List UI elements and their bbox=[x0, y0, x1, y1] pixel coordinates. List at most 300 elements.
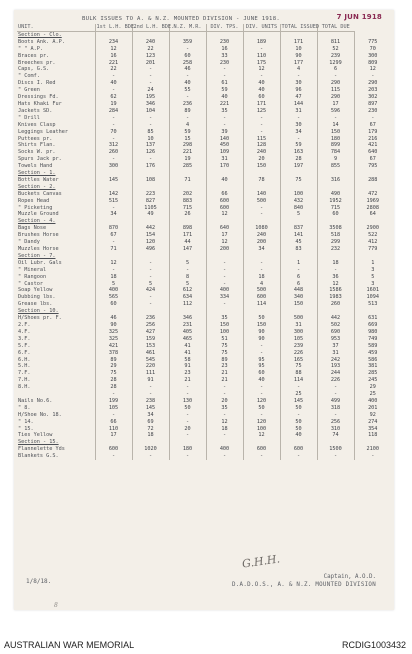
table-cell: 89 bbox=[169, 108, 206, 115]
table-cell: 154 bbox=[132, 232, 169, 239]
table-cell: 15 bbox=[169, 136, 206, 143]
table-cell: 40 bbox=[243, 87, 280, 94]
table-cell: 50 bbox=[243, 315, 280, 322]
table-cell: 432 bbox=[280, 198, 317, 205]
table-cell: 461 bbox=[132, 350, 169, 357]
table-cell: 325 bbox=[95, 329, 132, 336]
table-cell bbox=[206, 439, 243, 446]
table-cell bbox=[243, 253, 280, 260]
table-cell: 898 bbox=[169, 225, 206, 232]
table-cell: 60 bbox=[95, 301, 132, 308]
row-label: " Dandy bbox=[18, 239, 40, 246]
row-label: Puttees pr. bbox=[18, 135, 53, 142]
table-cell: 19 bbox=[169, 156, 206, 163]
table-cell: 90 bbox=[243, 329, 280, 336]
table-row bbox=[17, 156, 391, 163]
row-label: Brushes Horse bbox=[18, 232, 59, 239]
table-cell: 47 bbox=[280, 94, 317, 101]
table-cell: - bbox=[317, 412, 354, 419]
table-cell: - bbox=[169, 432, 206, 439]
table-row bbox=[17, 101, 391, 108]
table-cell: 197 bbox=[280, 163, 317, 170]
table-cell: - bbox=[95, 239, 132, 246]
table-cell: 1983 bbox=[317, 294, 354, 301]
table-cell: 421 bbox=[354, 142, 391, 149]
table-cell: 111 bbox=[132, 370, 169, 377]
table-cell: - bbox=[243, 46, 280, 53]
table-cell: 110 bbox=[243, 53, 280, 60]
column-header: DIV. TPS. bbox=[206, 24, 243, 31]
table-cell bbox=[317, 218, 354, 225]
row-label: Caps, G.S. bbox=[18, 66, 50, 73]
table-cell: - bbox=[95, 412, 132, 419]
table-cell: 221 bbox=[206, 101, 243, 108]
table-cell: 17 bbox=[206, 232, 243, 239]
table-cell: - bbox=[95, 87, 132, 94]
row-label: " Rangoon bbox=[18, 273, 47, 280]
table-cell: - bbox=[132, 294, 169, 301]
table-cell: 50 bbox=[243, 405, 280, 412]
table-cell: 450 bbox=[206, 142, 243, 149]
table-cell: - bbox=[206, 122, 243, 129]
row-label: Spurs Jack pr. bbox=[18, 156, 62, 163]
table-cell: 58 bbox=[169, 357, 206, 364]
table-cell bbox=[243, 184, 280, 191]
row-label: 7.F. bbox=[18, 370, 31, 377]
table-cell: 89 bbox=[206, 357, 243, 364]
table-cell: 518 bbox=[317, 232, 354, 239]
table-cell: 600 bbox=[243, 446, 280, 453]
table-cell bbox=[169, 308, 206, 315]
table-cell bbox=[169, 184, 206, 191]
table-cell: 21 bbox=[206, 377, 243, 384]
table-cell: 221 bbox=[169, 149, 206, 156]
table-cell: 240 bbox=[243, 149, 280, 156]
table-cell: 260 bbox=[317, 301, 354, 308]
table-cell: 400 bbox=[206, 287, 243, 294]
table-row bbox=[17, 73, 391, 80]
table-cell: 34 bbox=[243, 246, 280, 253]
table-cell: 90 bbox=[243, 336, 280, 343]
table-cell: 90 bbox=[95, 322, 132, 329]
table-cell: 359 bbox=[169, 39, 206, 46]
table-row bbox=[17, 412, 391, 419]
table-cell: 640 bbox=[206, 225, 243, 232]
table-cell: - bbox=[280, 136, 317, 143]
table-cell: 50 bbox=[280, 419, 317, 426]
table-cell: 245 bbox=[354, 377, 391, 384]
table-cell bbox=[132, 184, 169, 191]
table-cell: - bbox=[169, 412, 206, 419]
table-cell: 2100 bbox=[354, 446, 391, 453]
table-cell bbox=[243, 170, 280, 177]
table-cell: 226 bbox=[280, 350, 317, 357]
table-cell: 92 bbox=[354, 412, 391, 419]
table-cell: - bbox=[206, 384, 243, 391]
table-cell: - bbox=[132, 301, 169, 308]
column-header: N.Z. M.R. bbox=[169, 24, 206, 31]
row-label: 4.F. bbox=[18, 328, 31, 335]
table-cell: 200 bbox=[206, 246, 243, 253]
table-cell: 502 bbox=[317, 322, 354, 329]
table-cell: 715 bbox=[317, 205, 354, 212]
table-cell: - bbox=[243, 73, 280, 80]
table-cell: 18 bbox=[317, 260, 354, 267]
table-cell: 6 bbox=[280, 274, 317, 281]
table-cell: - bbox=[169, 384, 206, 391]
table-cell: 45 bbox=[280, 239, 317, 246]
table-cell: 496 bbox=[132, 246, 169, 253]
table-cell: - bbox=[354, 115, 391, 122]
row-label: Dressings Fd. bbox=[18, 94, 59, 101]
table-cell bbox=[206, 308, 243, 315]
table-cell: - bbox=[95, 205, 132, 212]
table-cell: 108 bbox=[132, 177, 169, 184]
table-cell: 71 bbox=[95, 246, 132, 253]
column-header: 2nd L.H. BDE. bbox=[133, 24, 175, 30]
table-cell bbox=[206, 170, 243, 177]
table-cell: 120 bbox=[132, 239, 169, 246]
table-cell: 96 bbox=[280, 87, 317, 94]
table-cell bbox=[95, 184, 132, 191]
row-label: " " A.P. bbox=[18, 45, 43, 52]
table-cell: 128 bbox=[243, 142, 280, 149]
table-cell: - bbox=[206, 267, 243, 274]
table-cell: 72 bbox=[132, 426, 169, 433]
table-cell: - bbox=[243, 260, 280, 267]
row-label: Section - 15. bbox=[18, 439, 59, 446]
table-cell: - bbox=[169, 115, 206, 122]
table-cell: 85 bbox=[132, 129, 169, 136]
table-cell: 354 bbox=[354, 426, 391, 433]
table-cell: 232 bbox=[317, 246, 354, 253]
table-cell: 346 bbox=[169, 315, 206, 322]
table-cell: - bbox=[95, 453, 132, 460]
table-cell: 513 bbox=[354, 301, 391, 308]
row-label: Muzzle Ground bbox=[18, 211, 59, 218]
table-cell: 883 bbox=[169, 198, 206, 205]
table-cell: 12 bbox=[206, 211, 243, 218]
row-label: Blankets G.S. bbox=[18, 453, 59, 460]
table-cell: 44 bbox=[169, 239, 206, 246]
table-cell: 62 bbox=[95, 94, 132, 101]
row-label: Ropes Head bbox=[18, 197, 50, 204]
table-cell: 145 bbox=[132, 405, 169, 412]
table-cell: 274 bbox=[354, 419, 391, 426]
table-cell: 28 bbox=[95, 377, 132, 384]
table-cell: 240 bbox=[132, 39, 169, 46]
table-cell: 586 bbox=[354, 357, 391, 364]
table-cell: 20 bbox=[206, 398, 243, 405]
table-cell: 110 bbox=[95, 426, 132, 433]
table-cell: 120 bbox=[243, 398, 280, 405]
table-cell: 64 bbox=[354, 211, 391, 218]
table-cell: - bbox=[132, 122, 169, 129]
table-cell: 91 bbox=[169, 363, 206, 370]
table-row bbox=[17, 225, 391, 232]
table-cell: 59 bbox=[206, 87, 243, 94]
table-cell: 150 bbox=[317, 129, 354, 136]
table-cell: 234 bbox=[95, 39, 132, 46]
table-cell: 19 bbox=[95, 101, 132, 108]
table-cell bbox=[243, 31, 280, 38]
table-cell: 1094 bbox=[354, 294, 391, 301]
table-cell: 203 bbox=[354, 87, 391, 94]
table-cell: - bbox=[280, 453, 317, 460]
table-row bbox=[17, 287, 391, 294]
table-cell: 25 bbox=[280, 391, 317, 398]
row-label: Braces pr. bbox=[18, 52, 50, 59]
table-row bbox=[17, 336, 391, 343]
table-cell: 288 bbox=[354, 177, 391, 184]
table-cell: - bbox=[206, 391, 243, 398]
column-header: TOTAL ISSUED bbox=[281, 24, 319, 30]
table-cell: 29 bbox=[354, 384, 391, 391]
table-cell bbox=[169, 218, 206, 225]
table-cell bbox=[280, 170, 317, 177]
table-cell: 299 bbox=[317, 239, 354, 246]
table-row bbox=[17, 31, 391, 38]
signature: G.H.H. bbox=[241, 552, 281, 571]
table-cell: 23 bbox=[206, 363, 243, 370]
table-cell bbox=[132, 253, 169, 260]
table-row bbox=[17, 315, 391, 322]
table-cell: 31 bbox=[317, 350, 354, 357]
table-cell: 150 bbox=[280, 301, 317, 308]
table-cell: 6 bbox=[317, 66, 354, 73]
table-cell: 137 bbox=[132, 142, 169, 149]
table-cell: 67 bbox=[95, 232, 132, 239]
table-cell: 600 bbox=[206, 205, 243, 212]
row-label: Section - 2. bbox=[18, 183, 56, 190]
table-cell: - bbox=[280, 115, 317, 122]
table-cell: 230 bbox=[206, 39, 243, 46]
table-cell: 310 bbox=[317, 426, 354, 433]
table-cell: 130 bbox=[169, 398, 206, 405]
table-cell: 39 bbox=[206, 129, 243, 136]
table-cell: 10 bbox=[280, 46, 317, 53]
table-cell: 189 bbox=[243, 39, 280, 46]
table-cell: 870 bbox=[95, 225, 132, 232]
table-cell: 35 bbox=[206, 315, 243, 322]
table-cell: - bbox=[132, 115, 169, 122]
table-cell: 51 bbox=[206, 336, 243, 343]
table-cell: 840 bbox=[280, 205, 317, 212]
table-cell: - bbox=[206, 432, 243, 439]
table-row bbox=[17, 211, 391, 218]
table-cell: 114 bbox=[243, 301, 280, 308]
table-cell: 49 bbox=[132, 211, 169, 218]
table-cell: 30 bbox=[280, 122, 317, 129]
table-cell: - bbox=[206, 274, 243, 281]
table-cell: 1601 bbox=[354, 287, 391, 294]
table-cell: - bbox=[206, 66, 243, 73]
table-row bbox=[17, 419, 391, 426]
row-label: 6.F. bbox=[18, 349, 31, 356]
table-cell: 100 bbox=[280, 191, 317, 198]
table-cell: - bbox=[132, 391, 169, 398]
table-cell: 400 bbox=[206, 446, 243, 453]
row-label bbox=[17, 391, 95, 398]
table-cell: 412 bbox=[354, 239, 391, 246]
table-row bbox=[17, 308, 391, 315]
table-cell bbox=[354, 184, 391, 191]
table-cell: - bbox=[280, 73, 317, 80]
table-cell: 59 bbox=[169, 129, 206, 136]
table-cell: 490 bbox=[317, 191, 354, 198]
table-row bbox=[17, 232, 391, 239]
table-cell: 78 bbox=[243, 177, 280, 184]
table-cell: 775 bbox=[354, 39, 391, 46]
table-cell: - bbox=[243, 412, 280, 419]
row-label: 5.H. bbox=[18, 363, 31, 370]
table-cell: 30 bbox=[280, 80, 317, 87]
table-cell bbox=[95, 218, 132, 225]
table-cell: 381 bbox=[354, 363, 391, 370]
table-cell: 31 bbox=[206, 156, 243, 163]
row-label: 6.H. bbox=[18, 356, 31, 363]
table-cell: 120 bbox=[243, 419, 280, 426]
table-cell: 400 bbox=[95, 287, 132, 294]
table-cell: - bbox=[132, 156, 169, 163]
table-cell: - bbox=[206, 281, 243, 288]
table-cell: 46 bbox=[169, 66, 206, 73]
table-cell: 12 bbox=[243, 66, 280, 73]
table-cell bbox=[206, 218, 243, 225]
row-label: Oil Lubr. Gals bbox=[18, 259, 62, 266]
table-cell: 1586 bbox=[317, 287, 354, 294]
table-cell: 12 bbox=[95, 260, 132, 267]
table-cell: - bbox=[280, 267, 317, 274]
table-cell: 28 bbox=[280, 156, 317, 163]
table-cell: 89 bbox=[95, 357, 132, 364]
table-cell: 60 bbox=[317, 211, 354, 218]
table-cell: 34 bbox=[132, 412, 169, 419]
table-cell: 31 bbox=[280, 322, 317, 329]
table-cell: 40 bbox=[206, 177, 243, 184]
table-cell bbox=[132, 170, 169, 177]
table-row bbox=[17, 191, 391, 198]
table-cell: 115 bbox=[317, 87, 354, 94]
table-cell: 236 bbox=[169, 101, 206, 108]
table-cell: 749 bbox=[354, 336, 391, 343]
table-cell: - bbox=[243, 205, 280, 212]
table-cell: 105 bbox=[95, 405, 132, 412]
table-cell bbox=[280, 439, 317, 446]
table-cell: 1080 bbox=[243, 225, 280, 232]
table-cell: 22 bbox=[95, 66, 132, 73]
table-cell: 140 bbox=[243, 191, 280, 198]
date-stamp: 7 JUN 1918 bbox=[336, 13, 382, 21]
table-cell: 1299 bbox=[317, 60, 354, 67]
table-cell: 897 bbox=[354, 101, 391, 108]
table-cell: 1105 bbox=[132, 205, 169, 212]
row-label: Discs I. Red bbox=[18, 80, 56, 87]
row-label: H/Shoes pr. F. bbox=[18, 315, 62, 322]
table-cell: 118 bbox=[354, 432, 391, 439]
archive-reference: RCDIG1003432 bbox=[341, 640, 406, 650]
table-cell: 631 bbox=[354, 315, 391, 322]
table-cell bbox=[317, 184, 354, 191]
table-cell: 195 bbox=[132, 94, 169, 101]
table-row bbox=[17, 446, 391, 453]
table-row bbox=[17, 343, 391, 350]
table-cell: 16 bbox=[206, 46, 243, 53]
table-cell: 114 bbox=[280, 377, 317, 384]
table-cell: 67 bbox=[354, 156, 391, 163]
row-label: 5.F. bbox=[18, 342, 31, 349]
table-cell: 175 bbox=[243, 60, 280, 67]
table-cell: - bbox=[243, 391, 280, 398]
table-cell: 5 bbox=[354, 274, 391, 281]
table-cell: 105 bbox=[280, 336, 317, 343]
table-cell bbox=[206, 253, 243, 260]
table-cell: 35 bbox=[206, 108, 243, 115]
table-cell: 811 bbox=[317, 39, 354, 46]
row-label: " Mineral bbox=[18, 266, 47, 273]
row-label: Jackets SD. bbox=[18, 107, 53, 114]
table-row bbox=[17, 322, 391, 329]
table-cell: 109 bbox=[206, 149, 243, 156]
table-cell: - bbox=[95, 391, 132, 398]
table-cell: 24 bbox=[132, 87, 169, 94]
table-cell bbox=[169, 253, 206, 260]
row-label: Buckets Canvas bbox=[18, 190, 62, 197]
table-cell: 40 bbox=[206, 94, 243, 101]
table-row bbox=[17, 363, 391, 370]
table-cell bbox=[95, 439, 132, 446]
table-cell bbox=[280, 253, 317, 260]
table-cell: 316 bbox=[317, 177, 354, 184]
table-cell bbox=[317, 253, 354, 260]
table-cell: - bbox=[243, 122, 280, 129]
table-cell bbox=[354, 439, 391, 446]
table-row bbox=[17, 177, 391, 184]
table-cell: 230 bbox=[206, 60, 243, 67]
table-row bbox=[17, 370, 391, 377]
table-cell: 715 bbox=[169, 205, 206, 212]
table-cell: 230 bbox=[354, 108, 391, 115]
table-cell: 500 bbox=[243, 198, 280, 205]
table-cell bbox=[95, 308, 132, 315]
table-cell: 242 bbox=[317, 357, 354, 364]
row-label: Knives Clasp bbox=[18, 121, 56, 128]
table-cell: 465 bbox=[169, 336, 206, 343]
table-cell: 221 bbox=[95, 60, 132, 67]
table-cell: 50 bbox=[280, 426, 317, 433]
table-cell: 6 bbox=[280, 281, 317, 288]
table-cell: - bbox=[95, 267, 132, 274]
table-cell: 1 bbox=[280, 260, 317, 267]
table-cell: 59 bbox=[280, 142, 317, 149]
table-cell: 244 bbox=[317, 370, 354, 377]
table-cell: 74 bbox=[317, 432, 354, 439]
table-cell: 52 bbox=[317, 46, 354, 53]
table-cell: 66 bbox=[95, 419, 132, 426]
table-cell: 899 bbox=[317, 142, 354, 149]
table-cell: 41 bbox=[169, 343, 206, 350]
table-cell: 83 bbox=[280, 246, 317, 253]
table-row bbox=[17, 246, 391, 253]
table-cell: 40 bbox=[243, 377, 280, 384]
table-cell: - bbox=[243, 384, 280, 391]
table-cell: - bbox=[169, 73, 206, 80]
table-cell: 500 bbox=[243, 287, 280, 294]
row-label: Soap Yellow bbox=[18, 287, 53, 294]
table-cell: 1500 bbox=[317, 446, 354, 453]
table-cell: 500 bbox=[280, 315, 317, 322]
table-cell: 239 bbox=[317, 53, 354, 60]
